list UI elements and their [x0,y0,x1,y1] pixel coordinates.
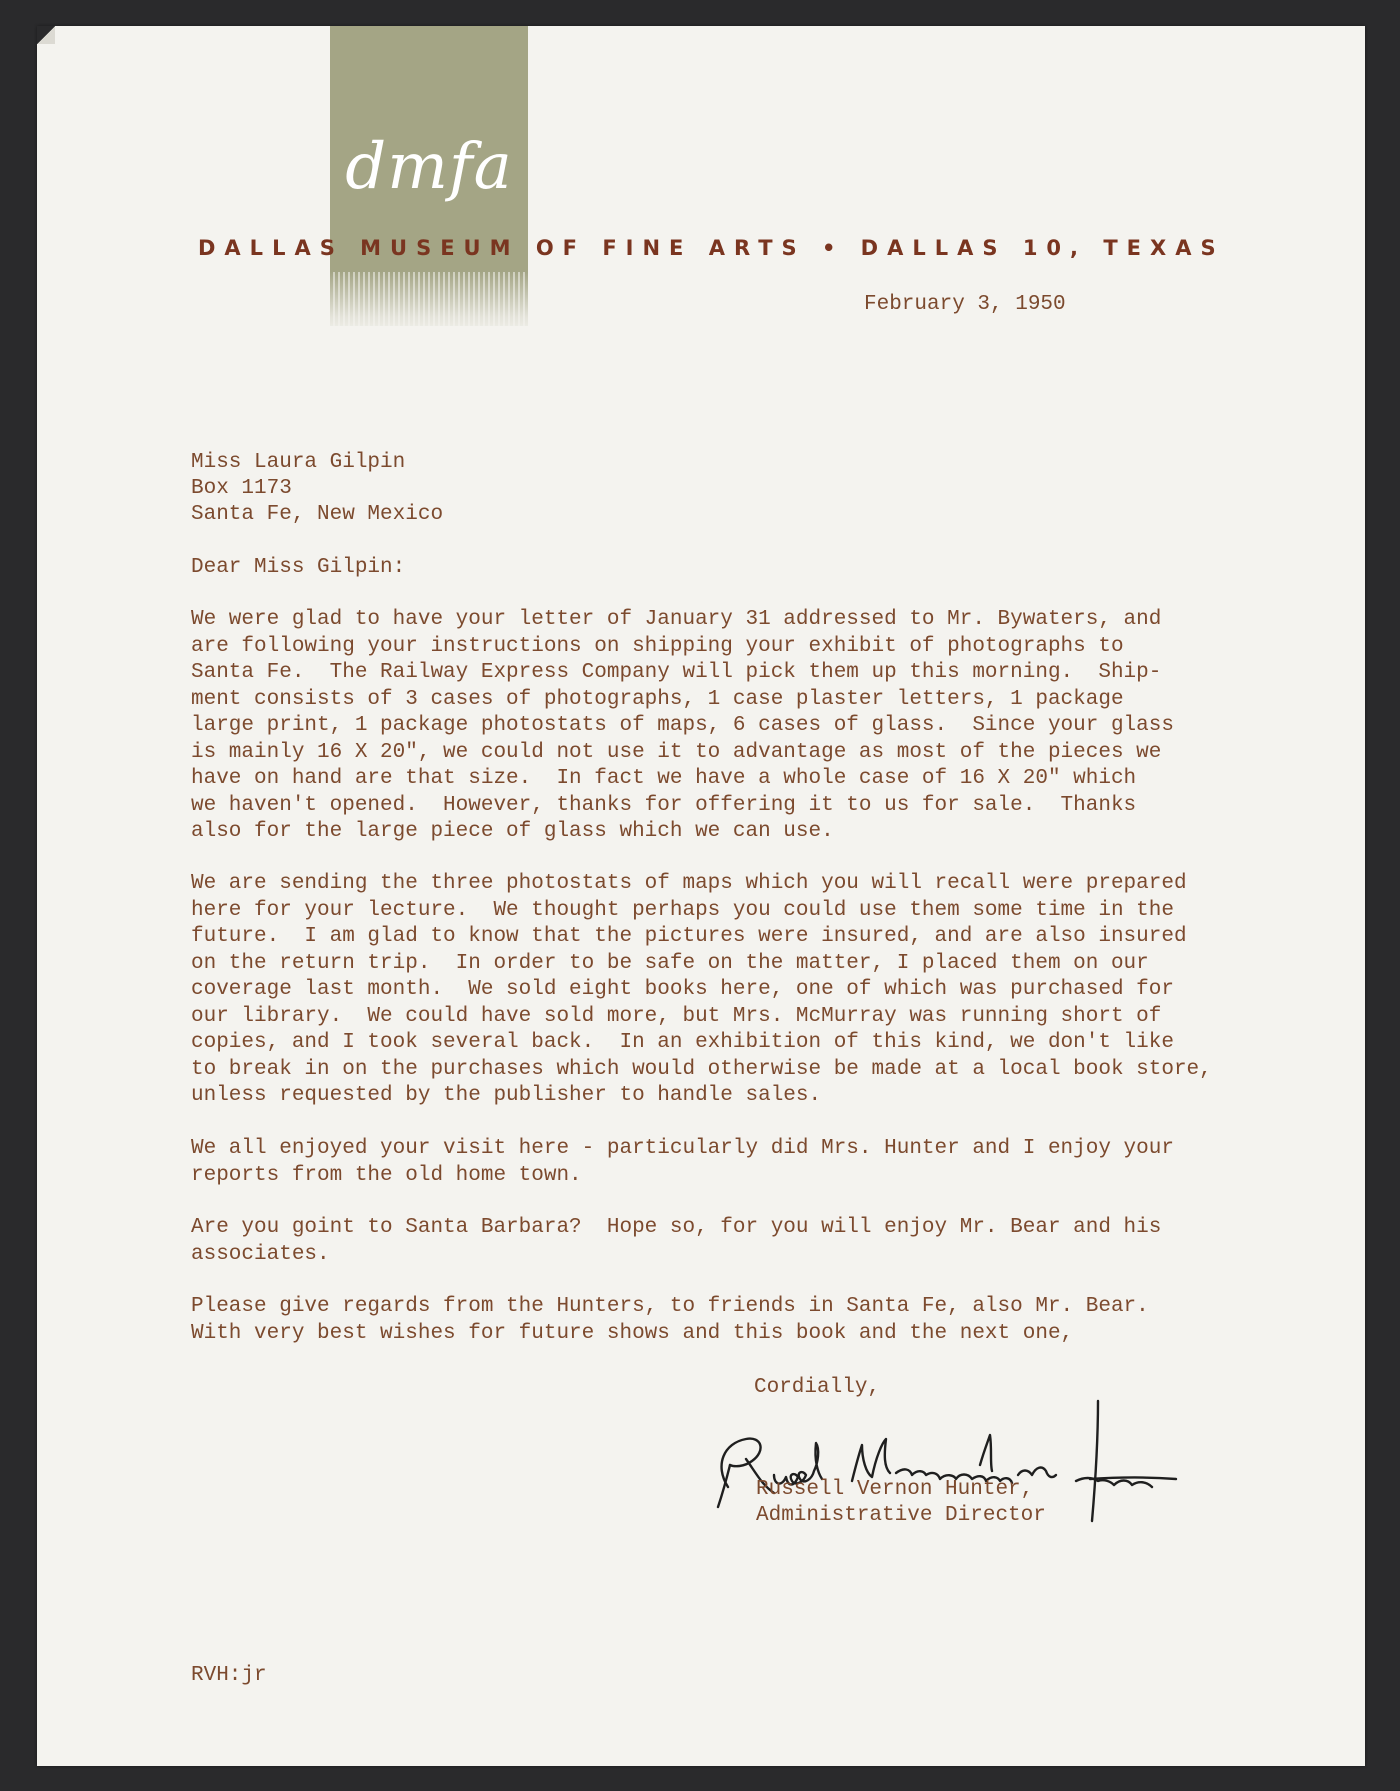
letterhead-line: DALLAS MUSEUM OF FINE ARTS • DALLAS 10, TEXAS [198,236,1225,260]
body-paragraph: Please give regards from the Hunters, to friends in Santa Fe, also Mr. Bear. With very best wishes for future shows and this book and the next one, [191,1295,1149,1345]
letter-date: February 3, 1950 [864,293,1066,316]
signer-name: Russell Vernon Hunter, [756,1478,1034,1501]
logo-band-fade [330,272,528,336]
recipient-address-line: Box 1173 [191,477,292,500]
body-paragraph: Are you goint to Santa Barbara? Hope so, for you will enjoy Mr. Bear and his associates. [191,1216,1162,1266]
body-paragraph: We are sending the three photostats of maps which you will recall were prepared here for your lecture. We thought perhaps you could use them some time in the future. I am glad to know that the pictures were insured, and are also insured on the return trip. In order to be safe on the matter, I placed them on our coverage last month. We sold eight books here, one of which was purchased for our library. We could have sold more, but Mrs. McMurray was running short of copies, and I took several back. In an exhibition of this kind, we don't like to break in on the purchases which would otherwise be made at a local book store, unless requested by the publisher to handle sales. [191,872,1212,1107]
closing: Cordially, [754,1376,881,1399]
body-paragraph: We all enjoyed your visit here - particularly did Mrs. Hunter and I enjoy your reports from the old home town. [191,1137,1174,1187]
logo-monogram: dmfa [345,130,513,204]
salutation: Dear Miss Gilpin: [191,556,406,579]
folded-corner [37,26,55,44]
signer-title: Administrative Director [756,1504,1046,1527]
body-paragraph: We were glad to have your letter of January 31 addressed to Mr. Bywaters, and are following your instructions on shipping your exhibit of photographs to Santa Fe. The Railway Express Company will pick them up this morning. Ship- ment consists of 3 cases of photographs, 1 case plaster letters, 1 package large print, 1 package photostats of maps, 6 cases of glass. Since your glass is mainly 16 X 20", we could not use it to advantage as most of the pieces we have on hand are that size. In fact we have a whole case of 16 X 20" which we haven't opened. However, thanks for offering it to us for sale. Thanks also for the large piece of glass which we can use. [191,608,1174,843]
reference-initials: RVH:jr [191,1664,267,1687]
recipient-name: Miss Laura Gilpin [191,451,406,474]
recipient-address-line: Santa Fe, New Mexico [191,503,444,526]
